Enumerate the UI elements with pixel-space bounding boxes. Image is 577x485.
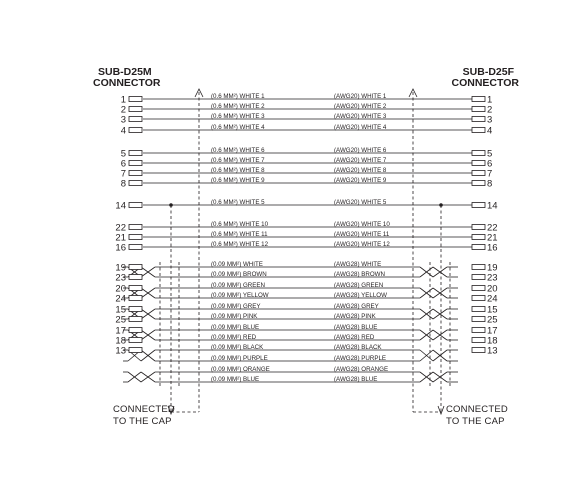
left-pin-number: 5 <box>120 148 126 160</box>
right-pin-socket <box>472 128 485 133</box>
wire-label-awg: (AWG20) WHITE 9 <box>334 176 387 184</box>
left-pin-number: 2 <box>120 104 126 116</box>
left-pin-number: 17 <box>115 325 126 337</box>
wire-label-awg: (AWG28) BLUE <box>334 375 378 383</box>
left-pin-socket <box>129 275 142 280</box>
right-pin-socket <box>472 307 485 312</box>
left-pin-number: 16 <box>115 242 126 254</box>
left-pin-number: 8 <box>120 178 126 190</box>
right-pin-socket <box>472 171 485 176</box>
left-pin-number: 19 <box>115 262 126 274</box>
wire-label-metric: (0.6 MM²) WHITE 2 <box>211 102 265 110</box>
left-pin-socket <box>129 203 142 208</box>
wire-label-awg: (AWG28) BLUE <box>334 323 378 331</box>
right-pin-socket <box>472 328 485 333</box>
right-pin-number: 15 <box>487 304 498 316</box>
wire-label-awg: (AWG28) BROWN <box>334 270 385 278</box>
left-pin-socket <box>129 225 142 230</box>
wire-label-metric: (0.09 MM²) PINK <box>211 312 258 320</box>
right-pin-socket <box>472 275 485 280</box>
wire-label-metric: (0.6 MM²) WHITE 5 <box>211 198 265 206</box>
wire-label-awg: (AWG28) GREEN <box>334 281 384 289</box>
left-pin-socket <box>129 128 142 133</box>
right-pin-socket <box>472 338 485 343</box>
wire-label-metric: (0.6 MM²) WHITE 7 <box>211 156 265 164</box>
left-connector-title: SUB-D25M <box>98 66 152 78</box>
wire-label-awg: (AWG20) WHITE 8 <box>334 166 387 174</box>
right-pin-socket <box>472 265 485 270</box>
right-pin-number: 21 <box>487 232 498 244</box>
wire-label-awg: (AWG28) GREY <box>334 302 379 310</box>
left-pin-socket <box>129 307 142 312</box>
wire-label-awg: (AWG28) WHITE <box>334 260 382 268</box>
wire-label-metric: (0.6 MM²) WHITE 12 <box>211 240 269 248</box>
right-pin-socket <box>472 107 485 112</box>
wire-label-awg: (AWG20) WHITE 11 <box>334 230 390 238</box>
right-pin-socket <box>472 296 485 301</box>
right-connector-title: SUB-D25F <box>462 66 514 78</box>
left-pin-number: 14 <box>115 200 126 212</box>
wire-label-metric: (0.09 MM²) BLACK <box>211 343 264 351</box>
right-pin-socket <box>472 117 485 122</box>
right-pin-number: 14 <box>487 200 498 212</box>
wire-label-awg: (AWG20) WHITE 4 <box>334 123 387 131</box>
wire-label-metric: (0.09 MM²) RED <box>211 333 257 341</box>
left-pin-number: 22 <box>115 222 126 234</box>
wire-label-metric: (0.6 MM²) WHITE 9 <box>211 176 265 184</box>
right-pin-number: 8 <box>487 178 493 190</box>
right-pin-number: 5 <box>487 148 493 160</box>
right-pin-number: 20 <box>487 283 498 295</box>
left-pin-number: 1 <box>120 94 126 106</box>
left-pin-number: 15 <box>115 304 126 316</box>
left-pin-number: 3 <box>120 114 126 126</box>
right-pin-number: 6 <box>487 158 493 170</box>
wire-label-metric: (0.09 MM²) WHITE <box>211 260 263 268</box>
wire-label-metric: (0.6 MM²) WHITE 4 <box>211 123 265 131</box>
wire-label-metric: (0.09 MM²) BLUE <box>211 323 260 331</box>
wire-label-awg: (AWG28) BLACK <box>334 343 382 351</box>
right-pin-socket <box>472 245 485 250</box>
right-pin-number: 16 <box>487 242 498 254</box>
wire-label-awg: (AWG20) WHITE 2 <box>334 102 387 110</box>
right-pin-number: 22 <box>487 222 498 234</box>
right-pin-number: 17 <box>487 325 498 337</box>
left-pin-socket <box>129 107 142 112</box>
right-pin-socket <box>472 317 485 322</box>
wire-label-metric: (0.6 MM²) WHITE 11 <box>211 230 268 238</box>
left-pin-number: 7 <box>120 168 126 180</box>
right-pin-socket <box>472 203 485 208</box>
right-pin-socket <box>472 235 485 240</box>
right-pin-number: 2 <box>487 104 493 116</box>
wire-label-metric: (0.09 MM²) BROWN <box>211 270 267 278</box>
right-connector-subtitle: CONNECTOR <box>451 77 519 89</box>
left-pin-number: 20 <box>115 283 126 295</box>
left-pin-socket <box>129 317 142 322</box>
left-pin-socket <box>129 245 142 250</box>
left-pin-socket <box>129 151 142 156</box>
left-pin-socket <box>129 328 142 333</box>
left-pin-socket <box>129 265 142 270</box>
right-pin-socket <box>472 161 485 166</box>
left-pin-number: 24 <box>115 293 126 305</box>
wire-label-awg: (AWG20) WHITE 7 <box>334 156 387 164</box>
right-pin-socket <box>472 181 485 186</box>
left-pin-socket <box>129 348 142 353</box>
wire-label-awg: (AWG20) WHITE 3 <box>334 112 387 120</box>
left-pin-number: 4 <box>120 125 126 137</box>
left-pin-socket <box>129 181 142 186</box>
wire-label-awg: (AWG20) WHITE 1 <box>334 92 387 100</box>
left-pin-number: 25 <box>115 314 126 326</box>
left-pin-socket <box>129 338 142 343</box>
wire-label-metric: (0.6 MM²) WHITE 3 <box>211 112 265 120</box>
right-pin-socket <box>472 97 485 102</box>
diagram-wires-layer <box>115 89 497 414</box>
wire-label-metric: (0.09 MM²) PURPLE <box>211 354 268 362</box>
wire-label-metric: (0.6 MM²) WHITE 8 <box>211 166 265 174</box>
left-connector-subtitle: CONNECTOR <box>93 77 161 89</box>
wire-label-metric: (0.6 MM²) WHITE 10 <box>211 220 269 228</box>
wire-label-metric: (0.09 MM²) BLUE <box>211 375 260 383</box>
left-pin-socket <box>129 296 142 301</box>
wire-label-metric: (0.09 MM²) GREEN <box>211 281 265 289</box>
right-pin-number: 19 <box>487 262 498 274</box>
wire-label-metric: (0.6 MM²) WHITE 6 <box>211 146 265 154</box>
wire-label-metric: (0.6 MM²) WHITE 1 <box>211 92 265 100</box>
left-pin-socket <box>129 171 142 176</box>
right-pin-socket <box>472 225 485 230</box>
right-pin-number: 18 <box>487 335 498 347</box>
right-pin-number: 4 <box>487 125 493 137</box>
wire-label-awg: (AWG28) PINK <box>334 312 376 320</box>
right-pin-number: 13 <box>487 345 498 357</box>
left-pin-number: 23 <box>115 272 126 284</box>
wire-label-awg: (AWG20) WHITE 6 <box>334 146 387 154</box>
wire-label-awg: (AWG20) WHITE 12 <box>334 240 390 248</box>
wire-label-awg: (AWG20) WHITE 5 <box>334 198 387 206</box>
wire-label-awg: (AWG28) RED <box>334 333 375 341</box>
left-pin-socket <box>129 235 142 240</box>
right-cap-note-line1: CONNECTED <box>446 404 508 415</box>
left-pin-number: 21 <box>115 232 126 244</box>
wire-label-awg: (AWG28) PURPLE <box>334 354 387 362</box>
left-cap-note-line1: CONNECTED <box>113 404 175 415</box>
wire-label-awg: (AWG20) WHITE 10 <box>334 220 390 228</box>
right-cap-note-line2: TO THE CAP <box>446 416 505 427</box>
wire-label-awg: (AWG28) ORANGE <box>334 365 389 373</box>
right-pin-number: 1 <box>487 94 493 106</box>
right-pin-socket <box>472 286 485 291</box>
wire-label-metric: (0.09 MM²) ORANGE <box>211 365 270 373</box>
right-pin-number: 24 <box>487 293 498 305</box>
left-pin-socket <box>129 161 142 166</box>
left-pin-socket <box>129 286 142 291</box>
left-pin-socket <box>129 117 142 122</box>
left-cap-note-line2: TO THE CAP <box>113 416 172 427</box>
right-pin-number: 3 <box>487 114 493 126</box>
wire-label-awg: (AWG28) YELLOW <box>334 291 387 299</box>
right-pin-number: 23 <box>487 272 498 284</box>
diagram-static-layer <box>93 66 519 427</box>
left-pin-number: 18 <box>115 335 126 347</box>
wire-label-metric: (0.09 MM²) YELLOW <box>211 291 269 299</box>
right-pin-number: 25 <box>487 314 498 326</box>
wire-label-metric: (0.09 MM²) GREY <box>211 302 261 310</box>
right-pin-number: 7 <box>487 168 493 180</box>
left-pin-number: 13 <box>115 345 126 357</box>
left-pin-socket <box>129 97 142 102</box>
right-pin-socket <box>472 348 485 353</box>
left-pin-number: 6 <box>120 158 126 170</box>
right-pin-socket <box>472 151 485 156</box>
